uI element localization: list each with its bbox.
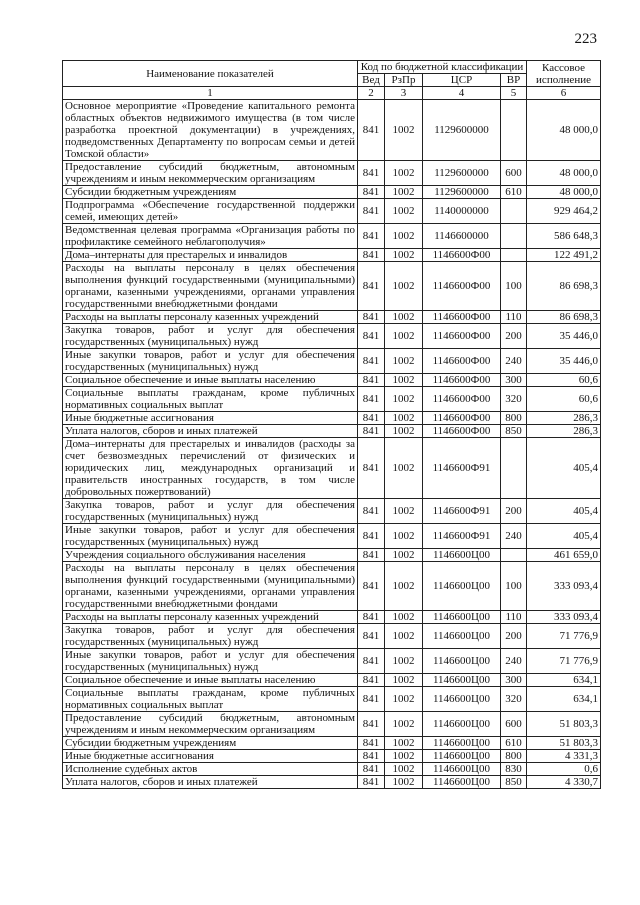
- column-number: 1: [63, 87, 358, 100]
- csr-cell: 1146600000: [423, 224, 501, 249]
- table-row: [63, 262, 601, 311]
- vr-cell: [501, 199, 527, 224]
- rzpr-cell: 1002: [385, 624, 423, 649]
- header-budget-code-group: Код по бюджетной классификации: [358, 61, 527, 74]
- vr-cell: 200: [501, 624, 527, 649]
- vr-cell: 800: [501, 750, 527, 763]
- cash-execution-cell: 35 446,0: [527, 324, 601, 349]
- ved-cell: 841: [358, 750, 385, 763]
- rzpr-cell: 1002: [385, 562, 423, 611]
- csr-cell: 1146600Ц00: [423, 562, 501, 611]
- cash-execution-cell: 122 491,2: [527, 249, 601, 262]
- vr-cell: 850: [501, 776, 527, 789]
- indicator-name-cell: Социальное обеспечение и иные выплаты населению: [63, 374, 358, 387]
- rzpr-cell: 1002: [385, 249, 423, 262]
- indicator-name-cell: Иные бюджетные ассигнования: [63, 750, 358, 763]
- cash-execution-cell: 634,1: [527, 687, 601, 712]
- rzpr-cell: 1002: [385, 763, 423, 776]
- header-rzpr: РзПр: [385, 74, 423, 87]
- vr-cell: 300: [501, 674, 527, 687]
- indicator-name-cell: Уплата налогов, сборов и иных платежей: [63, 776, 358, 789]
- vr-cell: [501, 100, 527, 161]
- table-row: [63, 186, 601, 199]
- csr-cell: 1146600Ф00: [423, 262, 501, 311]
- table-row: [63, 249, 601, 262]
- cash-execution-cell: 286,3: [527, 425, 601, 438]
- rzpr-cell: 1002: [385, 161, 423, 186]
- indicator-name-cell: Субсидии бюджетным учреждениям: [63, 186, 358, 199]
- table-row: [63, 499, 601, 524]
- ved-cell: 841: [358, 499, 385, 524]
- vr-cell: [501, 438, 527, 499]
- rzpr-cell: 1002: [385, 100, 423, 161]
- csr-cell: 1129600000: [423, 161, 501, 186]
- rzpr-cell: 1002: [385, 750, 423, 763]
- vr-cell: 100: [501, 562, 527, 611]
- table-row: [63, 438, 601, 499]
- header-csr: ЦСР: [423, 74, 501, 87]
- indicator-name-cell: Социальное обеспечение и иные выплаты населению: [63, 674, 358, 687]
- indicator-name-cell: Субсидии бюджетным учреждениям: [63, 737, 358, 750]
- cash-execution-cell: 4 331,3: [527, 750, 601, 763]
- column-number: 2: [358, 87, 385, 100]
- csr-cell: 1146600Ц00: [423, 687, 501, 712]
- ved-cell: 841: [358, 412, 385, 425]
- csr-cell: 1146600Ц00: [423, 649, 501, 674]
- rzpr-cell: 1002: [385, 324, 423, 349]
- ved-cell: 841: [358, 649, 385, 674]
- cash-execution-cell: 405,4: [527, 499, 601, 524]
- rzpr-cell: 1002: [385, 649, 423, 674]
- cash-execution-cell: 71 776,9: [527, 624, 601, 649]
- indicator-name-cell: Предоставление субсидий бюджетным, автономным учреждениям и иным некоммерческим организациям: [63, 161, 358, 186]
- vr-cell: 610: [501, 737, 527, 750]
- indicator-name-cell: Расходы на выплаты персоналу казенных учреждений: [63, 611, 358, 624]
- ved-cell: 841: [358, 249, 385, 262]
- budget-execution-table: [62, 60, 601, 789]
- table-row: [63, 763, 601, 776]
- vr-cell: 610: [501, 186, 527, 199]
- vr-cell: 200: [501, 324, 527, 349]
- table-row: [63, 712, 601, 737]
- csr-cell: 1129600000: [423, 186, 501, 199]
- table-body: [63, 100, 601, 789]
- csr-cell: 1146600Ц00: [423, 750, 501, 763]
- rzpr-cell: 1002: [385, 549, 423, 562]
- ved-cell: 841: [358, 262, 385, 311]
- column-number: 4: [423, 87, 501, 100]
- vr-cell: 320: [501, 387, 527, 412]
- table-row: [63, 324, 601, 349]
- vr-cell: 600: [501, 712, 527, 737]
- cash-execution-cell: 60,6: [527, 374, 601, 387]
- rzpr-cell: 1002: [385, 199, 423, 224]
- csr-cell: 1146600Ц00: [423, 763, 501, 776]
- cash-execution-cell: 51 803,3: [527, 712, 601, 737]
- ved-cell: 841: [358, 387, 385, 412]
- indicator-name-cell: Социальные выплаты гражданам, кроме публичных нормативных социальных выплат: [63, 387, 358, 412]
- csr-cell: 1140000000: [423, 199, 501, 224]
- indicator-name-cell: Иные закупки товаров, работ и услуг для обеспечения государственных (муниципальных) нужд: [63, 649, 358, 674]
- ved-cell: 841: [358, 311, 385, 324]
- ved-cell: 841: [358, 161, 385, 186]
- indicator-name-cell: Дома–интернаты для престарелых и инвалидов (расходы за счет безвозмездных перечислений от физических и юридических лиц, международных организаций и правительств иностранных государств, в том числе добровольных пожертвований): [63, 438, 358, 499]
- vr-cell: [501, 224, 527, 249]
- column-number: 3: [385, 87, 423, 100]
- rzpr-cell: 1002: [385, 499, 423, 524]
- cash-execution-cell: 586 648,3: [527, 224, 601, 249]
- csr-cell: 1129600000: [423, 100, 501, 161]
- ved-cell: 841: [358, 100, 385, 161]
- table-row: [63, 387, 601, 412]
- vr-cell: 800: [501, 412, 527, 425]
- header-vr: ВР: [501, 74, 527, 87]
- cash-execution-cell: 286,3: [527, 412, 601, 425]
- cash-execution-cell: 48 000,0: [527, 161, 601, 186]
- page-number: 223: [574, 31, 597, 47]
- vr-cell: 850: [501, 425, 527, 438]
- csr-cell: 1146600Ц00: [423, 624, 501, 649]
- cash-execution-cell: 405,4: [527, 438, 601, 499]
- rzpr-cell: 1002: [385, 687, 423, 712]
- indicator-name-cell: Расходы на выплаты персоналу в целях обеспечения выполнения функций государственными (муниципальными) органами, казенными учреждениями, органами управления государственными внебюджетными фондами: [63, 562, 358, 611]
- table-row: [63, 161, 601, 186]
- rzpr-cell: 1002: [385, 349, 423, 374]
- cash-execution-cell: 35 446,0: [527, 349, 601, 374]
- rzpr-cell: 1002: [385, 374, 423, 387]
- ved-cell: 841: [358, 524, 385, 549]
- csr-cell: 1146600Ф91: [423, 438, 501, 499]
- csr-cell: 1146600Ф00: [423, 387, 501, 412]
- cash-execution-cell: 929 464,2: [527, 199, 601, 224]
- vr-cell: 100: [501, 262, 527, 311]
- cash-execution-cell: 0,6: [527, 763, 601, 776]
- csr-cell: 1146600Ф00: [423, 425, 501, 438]
- csr-cell: 1146600Ц00: [423, 712, 501, 737]
- table-row: [63, 199, 601, 224]
- table-row: [63, 776, 601, 789]
- rzpr-cell: 1002: [385, 611, 423, 624]
- table-row: [63, 425, 601, 438]
- table-row: [63, 687, 601, 712]
- csr-cell: 1146600Ф91: [423, 524, 501, 549]
- indicator-name-cell: Расходы на выплаты персоналу в целях обеспечения выполнения функций государственными (муниципальными) органами, казенными учреждениями, органами управления государственными внебюджетными фондами: [63, 262, 358, 311]
- ved-cell: 841: [358, 624, 385, 649]
- rzpr-cell: 1002: [385, 425, 423, 438]
- csr-cell: 1146600Ц00: [423, 549, 501, 562]
- csr-cell: 1146600Ф00: [423, 412, 501, 425]
- table-row: [63, 624, 601, 649]
- indicator-name-cell: Учреждения социального обслуживания населения: [63, 549, 358, 562]
- indicator-name-cell: Иные закупки товаров, работ и услуг для обеспечения государственных (муниципальных) нужд: [63, 349, 358, 374]
- rzpr-cell: 1002: [385, 412, 423, 425]
- indicator-name-cell: Уплата налогов, сборов и иных платежей: [63, 425, 358, 438]
- indicator-name-cell: Подпрограмма «Обеспечение государственной поддержки семей, имеющих детей»: [63, 199, 358, 224]
- indicator-name-cell: Предоставление субсидий бюджетным, автономным учреждениям и иным некоммерческим организациям: [63, 712, 358, 737]
- vr-cell: 240: [501, 524, 527, 549]
- csr-cell: 1146600Ф00: [423, 249, 501, 262]
- cash-execution-cell: 86 698,3: [527, 262, 601, 311]
- indicator-name-cell: Закупка товаров, работ и услуг для обеспечения государственных (муниципальных) нужд: [63, 499, 358, 524]
- cash-execution-cell: 4 330,7: [527, 776, 601, 789]
- csr-cell: 1146600Ф00: [423, 311, 501, 324]
- cash-execution-cell: 461 659,0: [527, 549, 601, 562]
- table-header: [63, 61, 601, 100]
- vr-cell: 200: [501, 499, 527, 524]
- ved-cell: 841: [358, 224, 385, 249]
- indicator-name-cell: Исполнение судебных актов: [63, 763, 358, 776]
- cash-execution-cell: 51 803,3: [527, 737, 601, 750]
- table-row: [63, 750, 601, 763]
- csr-cell: 1146600Ц00: [423, 737, 501, 750]
- rzpr-cell: 1002: [385, 712, 423, 737]
- ved-cell: 841: [358, 611, 385, 624]
- header-indicator-name: Наименование показателей: [63, 61, 358, 87]
- cash-execution-cell: 634,1: [527, 674, 601, 687]
- csr-cell: 1146600Ц00: [423, 674, 501, 687]
- rzpr-cell: 1002: [385, 776, 423, 789]
- table-row: [63, 737, 601, 750]
- rzpr-cell: 1002: [385, 438, 423, 499]
- table-row: [63, 349, 601, 374]
- ved-cell: 841: [358, 549, 385, 562]
- rzpr-cell: 1002: [385, 674, 423, 687]
- indicator-name-cell: Основное мероприятие «Проведение капитального ремонта областных объектов недвижимого имущества (в том числе разработка проектной документации) в учреждениях, подведомственных Департаменту по вопросам семьи и детей Томской области»: [63, 100, 358, 161]
- rzpr-cell: 1002: [385, 186, 423, 199]
- table-row: [63, 649, 601, 674]
- table-row: [63, 311, 601, 324]
- ved-cell: 841: [358, 425, 385, 438]
- indicator-name-cell: Дома–интернаты для престарелых и инвалидов: [63, 249, 358, 262]
- rzpr-cell: 1002: [385, 224, 423, 249]
- cash-execution-cell: 333 093,4: [527, 611, 601, 624]
- cash-execution-cell: 333 093,4: [527, 562, 601, 611]
- vr-cell: 110: [501, 611, 527, 624]
- header-row: [63, 61, 601, 74]
- vr-cell: 320: [501, 687, 527, 712]
- csr-cell: 1146600Ф91: [423, 499, 501, 524]
- ved-cell: 841: [358, 737, 385, 750]
- cash-execution-cell: 71 776,9: [527, 649, 601, 674]
- rzpr-cell: 1002: [385, 262, 423, 311]
- cash-execution-cell: 405,4: [527, 524, 601, 549]
- ved-cell: 841: [358, 349, 385, 374]
- header-cash-execution: Кассовое исполнение: [527, 61, 601, 87]
- header-ved: Вед: [358, 74, 385, 87]
- table-row: [63, 412, 601, 425]
- ved-cell: 841: [358, 374, 385, 387]
- table-row: [63, 374, 601, 387]
- vr-cell: 600: [501, 161, 527, 186]
- ved-cell: 841: [358, 438, 385, 499]
- table-row: [63, 674, 601, 687]
- vr-cell: 300: [501, 374, 527, 387]
- csr-cell: 1146600Ц00: [423, 776, 501, 789]
- table-row: [63, 100, 601, 161]
- csr-cell: 1146600Ф00: [423, 374, 501, 387]
- table-row: [63, 611, 601, 624]
- ved-cell: 841: [358, 776, 385, 789]
- table-row: [63, 524, 601, 549]
- ved-cell: 841: [358, 687, 385, 712]
- ved-cell: 841: [358, 674, 385, 687]
- table-row: [63, 224, 601, 249]
- indicator-name-cell: Социальные выплаты гражданам, кроме публичных нормативных социальных выплат: [63, 687, 358, 712]
- indicator-name-cell: Расходы на выплаты персоналу казенных учреждений: [63, 311, 358, 324]
- ved-cell: 841: [358, 763, 385, 776]
- cash-execution-cell: 60,6: [527, 387, 601, 412]
- column-number: 5: [501, 87, 527, 100]
- ved-cell: 841: [358, 199, 385, 224]
- indicator-name-cell: Закупка товаров, работ и услуг для обеспечения государственных (муниципальных) нужд: [63, 624, 358, 649]
- rzpr-cell: 1002: [385, 311, 423, 324]
- csr-cell: 1146600Ц00: [423, 611, 501, 624]
- ved-cell: 841: [358, 562, 385, 611]
- csr-cell: 1146600Ф00: [423, 349, 501, 374]
- ved-cell: 841: [358, 712, 385, 737]
- column-number: 6: [527, 87, 601, 100]
- cash-execution-cell: 48 000,0: [527, 186, 601, 199]
- cash-execution-cell: 48 000,0: [527, 100, 601, 161]
- rzpr-cell: 1002: [385, 387, 423, 412]
- ved-cell: 841: [358, 324, 385, 349]
- table-row: [63, 562, 601, 611]
- indicator-name-cell: Ведомственная целевая программа «Организация работы по профилактике семейного неблагополучия»: [63, 224, 358, 249]
- vr-cell: 240: [501, 649, 527, 674]
- indicator-name-cell: Иные закупки товаров, работ и услуг для обеспечения государственных (муниципальных) нужд: [63, 524, 358, 549]
- table-row: [63, 549, 601, 562]
- csr-cell: 1146600Ф00: [423, 324, 501, 349]
- vr-cell: 110: [501, 311, 527, 324]
- rzpr-cell: 1002: [385, 524, 423, 549]
- indicator-name-cell: Закупка товаров, работ и услуг для обеспечения государственных (муниципальных) нужд: [63, 324, 358, 349]
- vr-cell: 240: [501, 349, 527, 374]
- rzpr-cell: 1002: [385, 737, 423, 750]
- column-number-row: [63, 87, 601, 100]
- cash-execution-cell: 86 698,3: [527, 311, 601, 324]
- vr-cell: 830: [501, 763, 527, 776]
- vr-cell: [501, 549, 527, 562]
- vr-cell: [501, 249, 527, 262]
- ved-cell: 841: [358, 186, 385, 199]
- indicator-name-cell: Иные бюджетные ассигнования: [63, 412, 358, 425]
